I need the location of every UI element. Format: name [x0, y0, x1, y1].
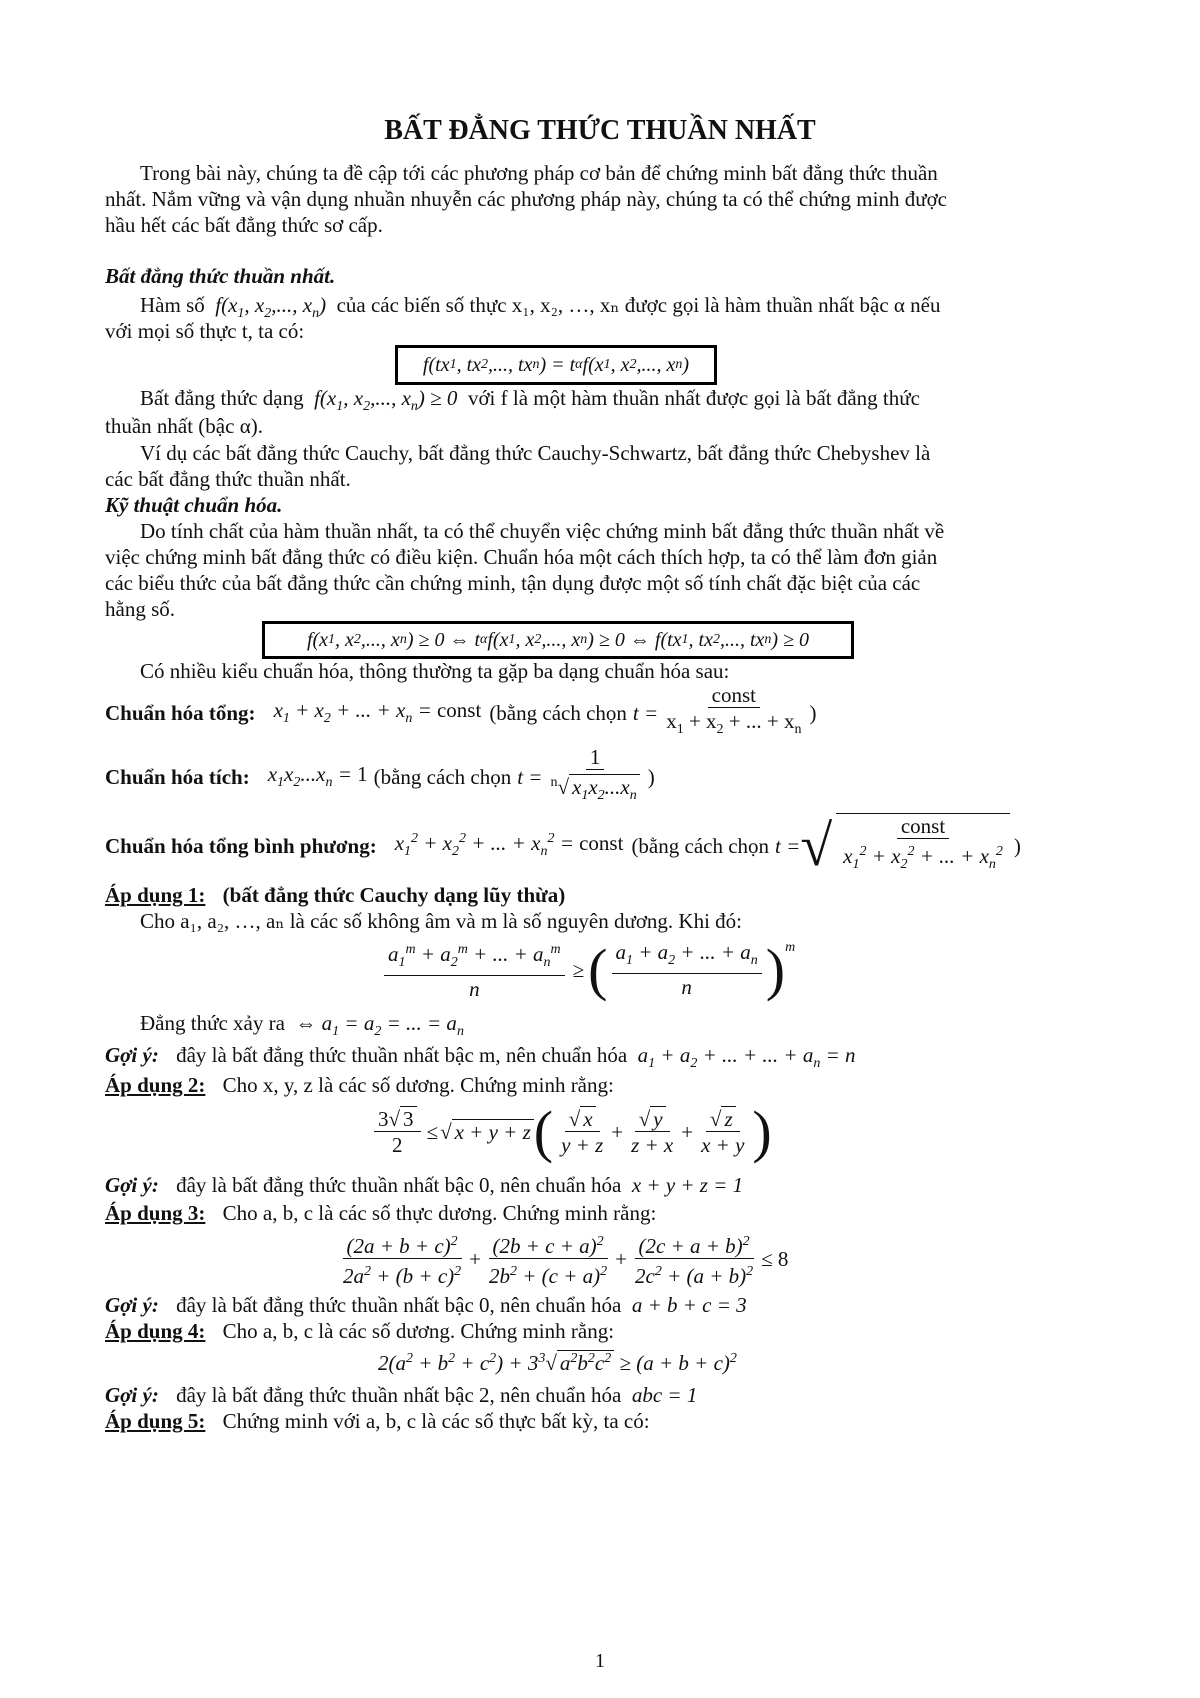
application-3-hint-text: đây là bất đẳng thức thuần nhất bậc 0, nên chuẩn hóa [176, 1293, 622, 1317]
application-4-hint-text: đây là bất đẳng thức thuần nhất bậc 2, nên chuẩn hóa [176, 1383, 622, 1407]
ineq-line-2: thuần nhất (bậc α). [105, 414, 263, 438]
application-3-hint-label: Gợi ý: [105, 1293, 159, 1317]
application-4-hint-label: Gợi ý: [105, 1383, 159, 1407]
application-4-heading [105, 1318, 614, 1344]
normalization-line-3: các biểu thức của bất đẳng thức cần chứng minh, tận dụng được một số tính chất đặc biệt của các [105, 571, 921, 595]
square-normalization-fraction: $\frac{\text{const}}{x_1^2 + x_2^2 + ... + x_n^2}$ [836, 813, 1010, 878]
application-3-heading [105, 1200, 656, 1226]
sum-normalization-label: Chuẩn hóa tổng: [105, 700, 256, 725]
application-4-hint: Gợi ý: đây là bất đẳng thức thuần nhất bậc 2, nên chuẩn hóa abc = 1 [105, 1383, 698, 1407]
boxed-formula-homogeneous: f(tx 1 , tx 2 ,..., tx n ) = t α f(x 1 , x 2 ,..., x n ) [395, 345, 717, 385]
formula-f: $f(x_1$, $x_2$,..., $x_n$) [210, 293, 332, 322]
intro-line-2: nhất. Nắm vững và vận dụng nhuần nhuyễn các phương pháp này, chúng ta có thể chứng minh được [105, 187, 947, 211]
application-1-hint-text: đây là bất đẳng thức thuần nhất bậc m, nên chuẩn hóa [176, 1043, 628, 1067]
square-const: const [897, 814, 949, 839]
page-number: 1 [595, 1650, 605, 1672]
intro-line-1: Trong bài này, chúng ta đề cập tới các phương pháp cơ bản để chứng minh bất đẳng thức thuần [140, 161, 938, 185]
application-4-label: Áp dụng 4: [105, 1319, 206, 1343]
application-4-formula: $2(a^2 + b^2 + c^2) + 3^3√$ $a^2b^2c^2 \ge (a + b + c)^2$ [378, 1350, 737, 1375]
definition-text-a: Hàm số [140, 293, 205, 317]
section-heading-homogeneous: Bất đẳng thức thuần nhất. [105, 264, 336, 288]
square-normalization-label: Chuẩn hóa tổng bình phương: [105, 833, 377, 858]
square-choose-text: (bằng cách chọn [631, 833, 770, 858]
normalization-line-1: Do tính chất của hàm thuần nhất, ta có thể chuyển việc chứng minh bất đẳng thức thuần nhất về [140, 519, 945, 543]
application-1-heading [105, 882, 565, 908]
application-1-label: Áp dụng 1: [105, 883, 206, 907]
application-2-hint-label: Gợi ý: [105, 1173, 159, 1197]
application-2-text: Cho x, y, z là các số dương. Chứng minh rằng: [222, 1073, 614, 1097]
square-normalization-row: Chuẩn hóa tổng bình phương: $x_1^2 + x_2^2$ + ... + $x_n^2$ = const (bằng cách chọn t = √ $\frac{\text{const}}{x_1^2 + x_2^2 + ... + x_n^2}$ ) [105, 813, 1021, 878]
application-5-label: Áp dụng 5: [105, 1409, 206, 1433]
formula-ineq: $f(x_1$, $x_2$,..., $x_n) \ge 0$ [308, 386, 463, 415]
definition-line-2: với mọi số thực t, ta có: [105, 319, 305, 343]
sum-normalization-formula: $x_1 + x_2$ + ... + $x_n$ = const [273, 698, 482, 727]
ineq-text-a: Bất đẳng thức dạng [140, 386, 304, 410]
application-5-heading [105, 1408, 650, 1434]
normalization-line-4: hằng số. [105, 597, 175, 621]
sum-choose-text: (bằng cách chọn [489, 700, 627, 725]
section-heading-normalization: Kỹ thuật chuẩn hóa. [105, 493, 283, 517]
intro-line-3: hầu hết các bất đẳng thức sơ cấp. [105, 213, 383, 237]
application-4-text: Cho a, b, c là các số dương. Chứng minh rằng: [222, 1319, 615, 1343]
example-line-2: các bất đẳng thức thuần nhất. [105, 467, 351, 491]
application-1-hint: Gợi ý: đây là bất đẳng thức thuần nhất bậc m, nên chuẩn hóa $a_1 + a_2$ + ... + ... + $a_n = n$ [105, 1043, 856, 1072]
ineq-text-b: với f là một hàm thuần nhất được gọi là bất đẳng thức [467, 386, 920, 410]
application-1-formula: $\frac{a_1^m + a_2^m + ... + a_n^m}{n}$ ≥ ( $\frac{a_1 + a_2 + ... + a_n}{n}$ ) $^m$ [380, 940, 795, 1000]
sum-normalization-row: Chuẩn hóa tổng: $x_1 + x_2$ + ... + $x_n$ = const (bằng cách chọn t = $\frac{\text{const}}{x_1 + x_2 + ... + x_n}$ ) [105, 685, 816, 741]
application-3-formula: $\frac{(2a + b + c)^2}{2a^2 + (b + c)^2}$ + $\frac{(2b + c + a)^2}{2b^2 + (c + a)^2}$ + $\frac{(2c + a + b)^2}{2c^2 + (a + b)^2}$ ≤ 8 [335, 1228, 788, 1290]
application-1-equality-text: Đẳng thức xảy ra [140, 1011, 285, 1035]
kinds-line: Có nhiều kiểu chuẩn hóa, thông thường ta gặp ba dạng chuẩn hóa sau: [140, 659, 730, 683]
application-2-hint-text: đây là bất đẳng thức thuần nhất bậc 0, nên chuẩn hóa [176, 1173, 622, 1197]
application-2-heading [105, 1072, 614, 1098]
product-normalization-fraction: $\frac{1}{^n√ x_1x_2...x_n}$ [546, 745, 643, 809]
square-normalization-formula: $x_1^2 + x_2^2$ + ... + $x_n^2$ = const [394, 831, 624, 860]
product-choose-text: (bằng cách chọn [373, 764, 512, 789]
sum-const: const [708, 683, 760, 708]
application-1-hint-label: Gợi ý: [105, 1043, 159, 1067]
application-2-hint: Gợi ý: đây là bất đẳng thức thuần nhất bậc 0, nên chuẩn hóa x + y + z = 1 [105, 1173, 744, 1197]
application-1-text: Cho a₁, a₂, …, aₙ là các số không âm và m là số nguyên dương. Khi đó: [140, 909, 743, 933]
product-normalization-formula: $x_1x_2...x_n = 1$ [267, 762, 368, 791]
boxed-formula-normalization: f(x 1 , x 2 ,..., x n ) ≥ 0 ⇔ t α f(x 1 , x 2 ,..., x n ) ≥ 0 ⇔ f(tx 1 , tx 2 ,..., tx n ) ≥ 0 [262, 621, 854, 659]
application-1-title: (bất đẳng thức Cauchy dạng lũy thừa) [222, 883, 566, 907]
application-2-formula: $\frac{3√ 3}{2}$ ≤ √ x + y + z ( $\frac{√ x}{y + z}$ + $\frac{√ y}{z + x}$ + $\frac{√ z}{x + y}$ ) [370, 1100, 772, 1164]
normalization-line-2: việc chứng minh bất đẳng thức có điều kiện. Chuẩn hóa một cách thích hợp, ta có thể làm đơn giản [105, 545, 938, 569]
application-3-text: Cho a, b, c là các số thực dương. Chứng minh rằng: [222, 1201, 657, 1225]
definition-text-b: của các biến số thực x₁, x₂, …, xₙ được gọi là hàm thuần nhất bậc α nếu [336, 293, 941, 317]
application-3-label: Áp dụng 3: [105, 1201, 206, 1225]
product-normalization-label: Chuẩn hóa tích: [105, 764, 250, 789]
sum-normalization-fraction: $\frac{\text{const}}{x_1 + x_2 + ... + x_n}$ [666, 682, 802, 738]
application-5-text: Chứng minh với a, b, c là các số thực bất kỳ, ta có: [222, 1409, 650, 1433]
product-normalization-row: Chuẩn hóa tích: $x_1x_2...x_n = 1$ (bằng cách chọn t = $\frac{1}{^n√ x_1x_2...x_n}$ ) [105, 748, 655, 806]
application-1-equality: Đẳng thức xảy ra ⇔ $a_1 = a_2$ = ... = $a_n$ [140, 1011, 464, 1040]
example-line-1: Ví dụ các bất đẳng thức Cauchy, bất đẳng thức Cauchy-Schwartz, bất đẳng thức Chebyshev là [140, 441, 931, 465]
application-2-label: Áp dụng 2: [105, 1073, 206, 1097]
page-title: BẤT ĐẲNG THỨC THUẦN NHẤT [384, 115, 816, 146]
application-3-hint: Gợi ý: đây là bất đẳng thức thuần nhất bậc 0, nên chuẩn hóa a + b + c = 3 [105, 1293, 747, 1317]
